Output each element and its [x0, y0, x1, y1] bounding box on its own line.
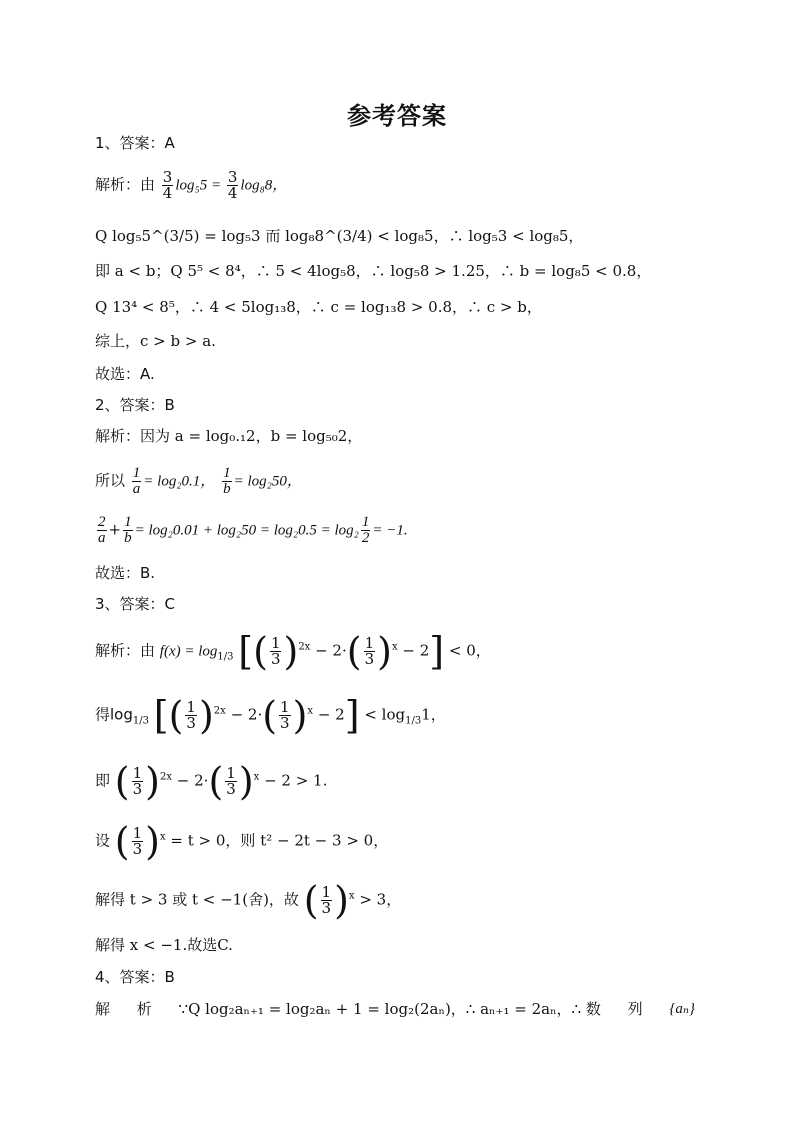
q2-l3-mid: = log₂0.01 + log₂50 = log₂0.5 = log₂ — [134, 522, 359, 539]
q1-line-6: 故选：A. — [95, 365, 155, 383]
q3-l4-mid: = t > 0，则 t² − 2t − 3 > 0， — [170, 831, 389, 850]
q2-line-1: 解析：因为 a = log₀.₁2，b = log₅₀2， — [95, 427, 363, 445]
q1-line-3: 即 a < b；Q 5⁵ < 8⁴，∴ 5 < 4log₅8，∴ log₅8 > 1.25，∴ b = log₈5 < 0.8， — [95, 262, 652, 280]
q4-l1-c: ∵Q log₂aₙ₊₁ = log₂aₙ + 1 = log₂(2aₙ)，∴ aₙ₊₁ = 2aₙ，∴ 数 — [178, 1000, 601, 1018]
q3-l4-prefix: 设 — [95, 831, 111, 850]
q1-frac-den: 4 — [162, 184, 173, 202]
q1-frac-num: 3 — [162, 168, 173, 186]
q3-l1-prefix: 解析：由 — [95, 641, 156, 660]
q3-l2-end2: 1， — [421, 705, 446, 724]
q4-line-1 — [95, 998, 695, 1020]
q3-line-4: 设 ( $\frac{1}{3}$ )$^x$ = t > 0，则 t² − 2t − 3 > 0， — [95, 819, 389, 864]
q1-line-2: Q log₅5^(3/5) = log₅3 而 log₈8^(3/4) < log₈5，∴ log₅3 < log₈5， — [95, 227, 584, 245]
q3-line-1: 解析：由 $f(x) = \log_{1/3}$ [( $\frac{1}{3}$ )$^{2x}$ − 2·( $\frac{1}{3}$ )$^x$ − 2] < 0， — [95, 629, 491, 674]
q2-frac-half: $\frac{1}{2}$ — [361, 514, 370, 546]
q3-l5-end: > 3， — [359, 890, 402, 909]
q3-l1-end: < 0， — [448, 641, 491, 660]
q1-line-5: 综上，c > b > a. — [95, 332, 216, 350]
q2-l2-prefix: 所以 — [95, 471, 126, 490]
q2-frac-2a: $\frac{2}{a}$ — [98, 514, 106, 546]
q4-l1-b: 析 — [136, 1000, 152, 1018]
q3-l2-end: < log — [364, 705, 406, 724]
q3-line-5: 解得 t > 3 或 t < −1(舍)，故 ( $\frac{1}{3}$ )$^x$ > 3， — [95, 878, 402, 923]
q3-line-2: 得$\log_{1/3}$ [( $\frac{1}{3}$ )$^{2x}$ − 2·( $\frac{1}{3}$ )$^x - 2] < \log_{1/3}1$， — [95, 693, 446, 738]
q4-answer-heading: 4、答案：B — [95, 968, 175, 986]
q1-fraction-2 — [227, 170, 239, 201]
q2-frac-1a: $\frac{1}{a}$ — [132, 465, 141, 497]
q2-l2-end: = log₂50， — [233, 473, 302, 490]
q2-l2-mid: = log₂0.1， — [143, 473, 216, 490]
q1-line-4: Q 13⁴ < 8⁵，∴ 4 < 5log₁₃8，∴ c = log₁₃8 > 0.8，∴ c > b， — [95, 298, 542, 316]
q2-frac-1b-2: $\frac{1}{b}$ — [124, 514, 132, 546]
q3-answer-heading: 3、答案：C — [95, 595, 176, 613]
q3-l5-text: 解得 t > 3 或 t < −1(舍)，故 — [95, 890, 299, 909]
q3-l2-prefix: 得log — [95, 705, 133, 724]
q1-line-1 — [95, 170, 287, 201]
q2-line-4: 故选：B. — [95, 564, 156, 582]
q2-frac-1b: $\frac{1}{b}$ — [223, 465, 231, 497]
q1-fraction — [162, 170, 174, 201]
q2-answer-heading: 2、答案：B — [95, 396, 175, 414]
q2-l3-end: = −1. — [372, 522, 408, 539]
q4-l1-e: {aₙ} — [669, 1001, 695, 1017]
q4-l1-d: 列 — [627, 1000, 643, 1018]
q1-l1-prefix: 解析：由 — [95, 175, 156, 194]
q1-frac2-num: 3 — [227, 168, 238, 186]
q3-l3-end: − 2 > 1. — [264, 771, 328, 790]
q1-l1-rest: log₅5 = — [175, 177, 225, 194]
q3-l1-math: f(x) = log — [159, 643, 218, 660]
q3-line-3: 即 ( $\frac{1}{3}$ )$^{2x}$ − 2·( $\frac{1}{3}$ )$^x$ − 2 > 1. — [95, 759, 328, 804]
q1-answer-heading: 1、答案：A — [95, 134, 175, 152]
q3-line-6: 解得 x < −1.故选C. — [95, 936, 233, 954]
q4-l1-a: 解 — [95, 1000, 111, 1018]
q3-l3-prefix: 即 — [95, 771, 111, 790]
q1-frac2-den: 4 — [227, 184, 238, 202]
q2-line-2 — [95, 466, 302, 497]
page-title: 参考答案 — [347, 102, 447, 130]
q1-l1-rest2: log₈8， — [240, 177, 288, 194]
q2-line-3: $\frac{2}{a}$ + $\frac{1}{b}$ = log₂0.01 + log₂50 = log₂0.5 = log₂ $\frac{1}{2}$ = −1. — [98, 514, 408, 546]
